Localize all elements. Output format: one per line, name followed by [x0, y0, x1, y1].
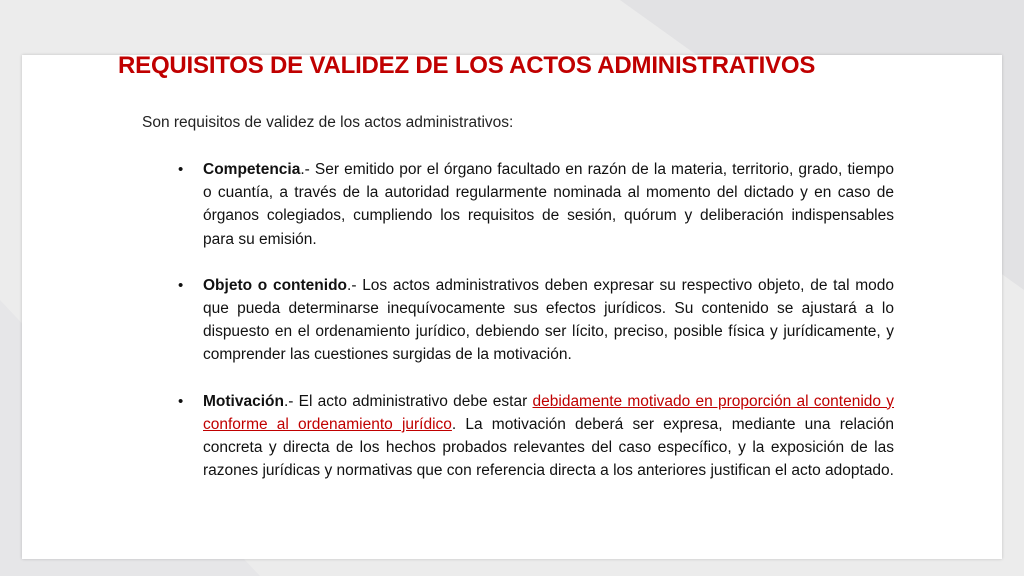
item-term: Motivación	[203, 392, 284, 410]
item-description-after: . La motivación deberá ser expresa, mediante una relación concreta y directa de los hechos probados relevantes del caso específico, y la exposición de las razones jurídicas y normativas que con referencia directa a los anteriores justifican el acto adoptado.	[203, 415, 894, 480]
item-term: Competencia	[203, 161, 301, 178]
intro-text: Son requisitos de validez de los actos administrativos:	[142, 114, 514, 131]
list-item-competencia	[178, 158, 894, 251]
slide-title: REQUISITOS DE VALIDEZ DE LOS ACTOS ADMINISTRATIVOS	[118, 52, 816, 79]
item-term: Objeto o contenido	[203, 276, 348, 294]
requirements-list	[178, 158, 894, 505]
highlighted-phrase: debidamente motivado en proporción al contenido y conforme al ordenamiento jurídico	[203, 392, 894, 433]
item-description: .- Los actos administrativos deben expresar su respectivo objeto, de tal modo que pueda determinarse inequívocamente sus efectos jurídicos. Su contenido se ajustará a lo dispuesto en el ordenamiento jurídico, debiendo ser lícito, preciso, posible física y jurídicamente, y comprender las cuestiones surgidas de la motivación.	[203, 276, 894, 364]
list-item-motivacion	[178, 390, 894, 483]
bullet-icon: •	[178, 276, 184, 294]
list-item-objeto	[178, 274, 894, 367]
bullet-icon: •	[178, 161, 184, 178]
item-description: .- Ser emitido por el órgano facultado en razón de la materia, territorio, grado, tiempo o cuantía, a través de la autoridad regularmente nominada al momento del dictado y en caso de órganos colegiados, cumpliendo los requisitos de sesión, quórum y deliberación indispensables para su emisión.	[203, 161, 894, 248]
item-description-before: .- El acto administrativo debe estar	[283, 392, 533, 410]
bullet-icon: •	[178, 392, 184, 410]
